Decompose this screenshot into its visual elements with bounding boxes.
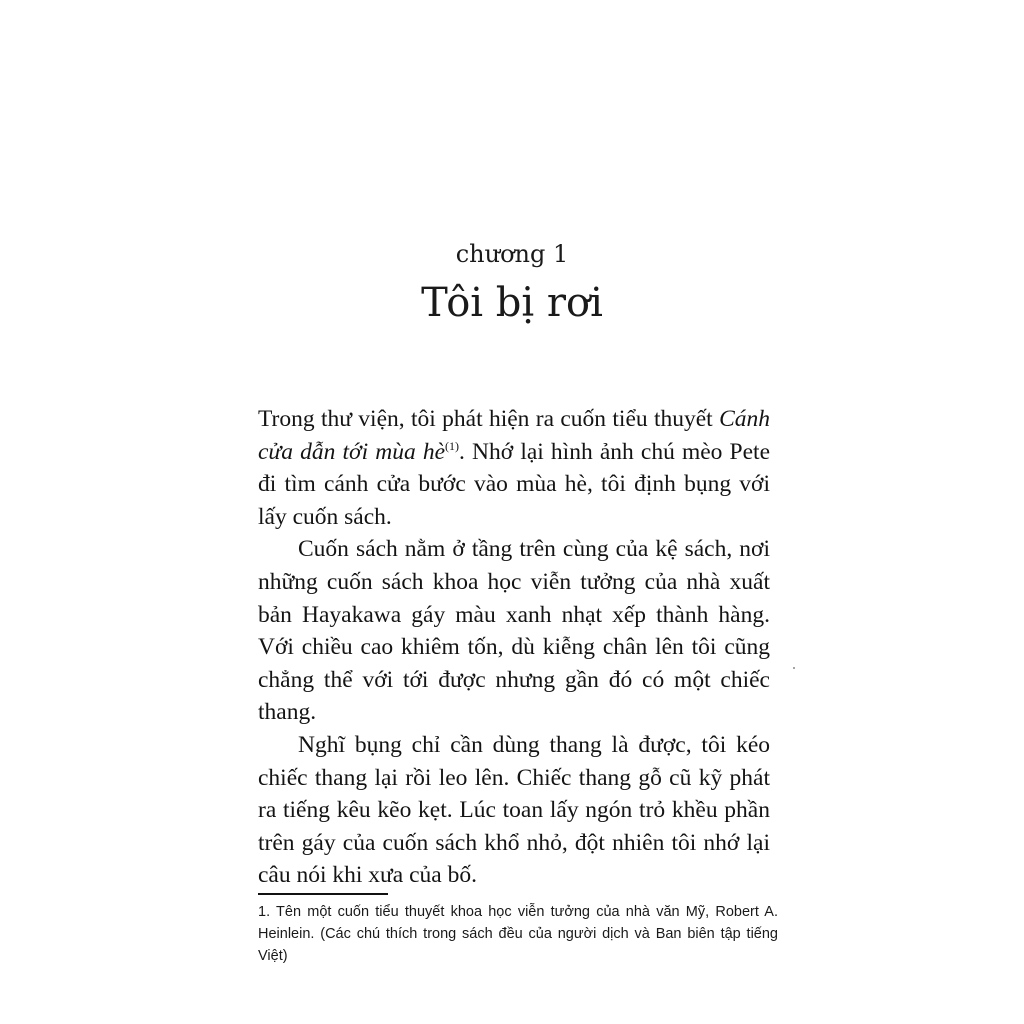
scan-speck — [793, 667, 795, 669]
paragraph-1-text-before: Trong thư viện, tôi phát hiện ra cuốn tiểu thuyết — [258, 406, 720, 432]
paragraph-1-text-after: . Nhớ lại hình ảnh chú mèo Pete đi tìm cánh cửa bước vào mùa hè, tôi định bụng với lấy cuốn sách. — [258, 438, 771, 530]
paragraph-2: Cuốn sách nằm ở tầng trên cùng của kệ sách, nơi những cuốn sách khoa học viễn tưởng của nhà xuất bản Hayakawa gáy màu xanh nhạt xếp thành hàng. Với chiều cao khiêm tốn, dù kiễng chân lên tôi cũng chẳng thể với tới được nhưng gần đó có một chiếc thang. — [258, 536, 770, 726]
footnote-text: 1. Tên một cuốn tiểu thuyết khoa học viễn tưởng của nhà văn Mỹ, Robert A. Heinlein. (Các chú thích trong sách đều của người dịch và Ban biên tập tiếng Việt) — [258, 904, 778, 964]
paragraph-3: Nghĩ bụng chỉ cần dùng thang là được, tôi kéo chiếc thang lại rồi leo lên. Chiếc thang gỗ cũ kỹ phát ra tiếng kêu kẽo kẹt. Lúc toan lấy ngón trỏ khều phần trên gáy của cuốn sách khổ nhỏ, đột nhiên tôi nhớ lại câu nói khi xưa của bố. — [258, 731, 770, 889]
book-title-italic: Cánh cửa dẫn tới mùa hè — [258, 406, 770, 465]
chapter-body — [258, 403, 770, 892]
chapter-label: chương 1 — [455, 240, 569, 268]
footnote-reference: (1) — [445, 438, 460, 453]
footnote-divider — [258, 893, 388, 895]
paragraph-1 — [258, 403, 770, 533]
chapter-title: Tôi bị rơi — [421, 280, 603, 326]
